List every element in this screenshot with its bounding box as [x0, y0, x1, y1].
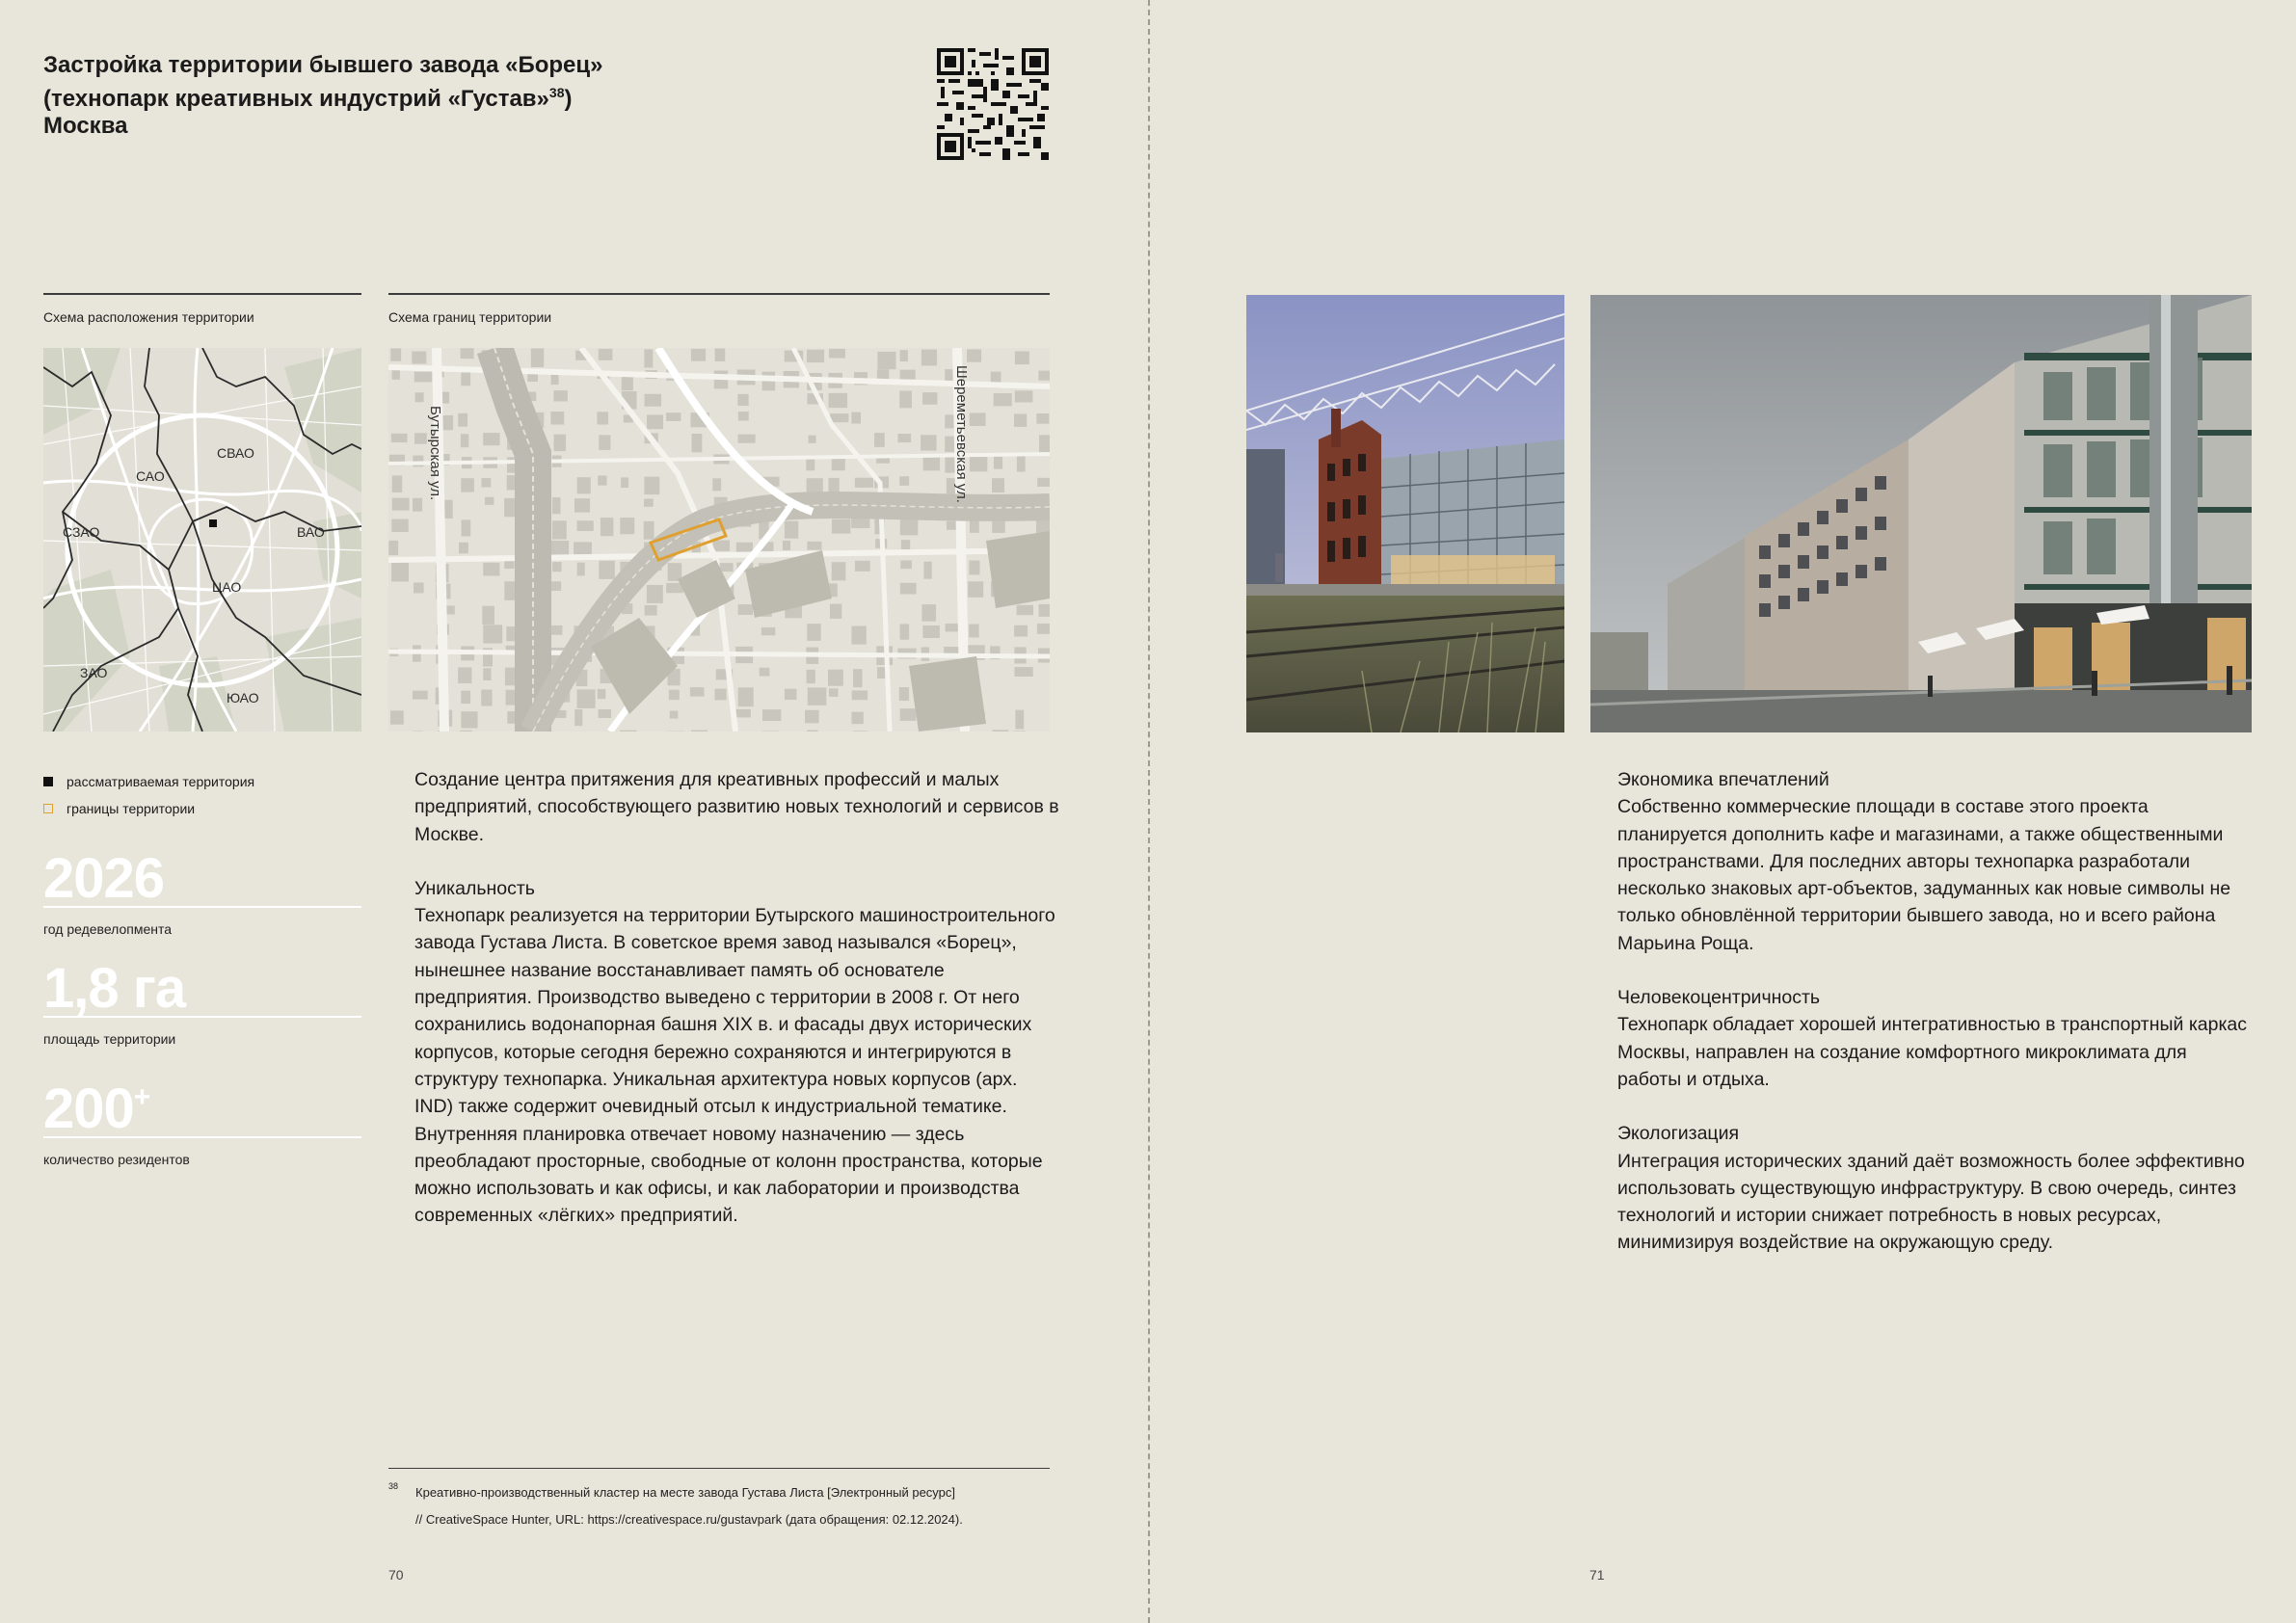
- footnote: [388, 1479, 1063, 1533]
- city-block: [1039, 435, 1050, 454]
- city-block: [574, 709, 582, 726]
- stat-value: 200+: [43, 1078, 150, 1140]
- city-block: [620, 518, 634, 534]
- footnote-line-2[interactable]: // CreativeSpace Hunter, URL: https://creativespace.ru/gustavpark (дата обращения: 02.12.2024).: [415, 1512, 963, 1527]
- city-block: [390, 348, 401, 360]
- city-block: [899, 687, 909, 701]
- boundary-map-graphic: [388, 348, 1050, 732]
- city-block: [738, 412, 749, 420]
- city-block: [994, 393, 1012, 406]
- filled-square-icon: [43, 777, 53, 786]
- city-block: [506, 690, 516, 705]
- city-block: [577, 689, 596, 708]
- city-block: [921, 350, 937, 366]
- economy-paragraph: Собственно коммерческие площади в составе этого проекта планируется дополнить кафе и магазинами, а также общественными пространствами. Для последних авторы технопарка разработали несколько знаковых арт-объектов, задуманных как новые символы не только обновлённой территории бывшего завода, но и всего района Марьина Роща.: [1617, 796, 2231, 954]
- city-block: [1017, 605, 1033, 615]
- city-block: [597, 412, 608, 424]
- city-block: [482, 606, 494, 625]
- city-block: [829, 688, 839, 697]
- city-block: [577, 520, 594, 531]
- economy-heading: Экономика впечатлений: [1617, 769, 1829, 790]
- city-block: [1014, 413, 1027, 427]
- city-block: [552, 497, 561, 514]
- city-block: [551, 625, 562, 635]
- city-block: [783, 541, 790, 550]
- city-block: [830, 604, 841, 619]
- city-block: [647, 414, 663, 429]
- ecology-paragraph: Интеграция исторических зданий даёт возможность более эффективно использовать существующую инфраструктуру. В свою очередь, синтез технологий и истории снижает потребность в новых ресурсах, минимизируя воздействие на окружающую среду.: [1617, 1150, 2245, 1254]
- street-butyrskaya: Бутырская ул.: [427, 406, 443, 501]
- city-block: [504, 498, 516, 517]
- city-block: [855, 561, 870, 572]
- city-block: [691, 349, 706, 361]
- city-block: [807, 624, 820, 641]
- city-block: [1036, 413, 1049, 424]
- city-block: [899, 476, 909, 486]
- city-block: [414, 372, 432, 383]
- city-block: [967, 349, 981, 361]
- city-block: [829, 393, 848, 408]
- city-block: [601, 518, 614, 536]
- city-block: [992, 521, 1005, 533]
- city-block: [1015, 710, 1024, 730]
- footnote-number: 38: [388, 1481, 399, 1491]
- city-block: [414, 433, 427, 443]
- city-block: [599, 709, 611, 718]
- boundary-map[interactable]: [388, 348, 1050, 732]
- stat-area: [43, 957, 361, 1047]
- city-block: [391, 563, 409, 582]
- stat-label: год редевелопмента: [43, 921, 173, 937]
- legend-territory-label: рассматриваемая территория: [67, 774, 255, 789]
- city-block: [1017, 455, 1026, 471]
- city-block: [738, 687, 754, 706]
- city-block: [461, 372, 470, 386]
- boundary-map-caption: Схема границ территории: [388, 309, 552, 325]
- stat-redevelopment: [43, 847, 361, 937]
- city-block: [483, 625, 502, 643]
- city-block: [483, 433, 499, 445]
- city-block: [458, 667, 471, 683]
- city-block: [1037, 624, 1050, 634]
- city-block: [970, 412, 986, 426]
- city-block: [461, 434, 468, 447]
- city-block: [829, 349, 845, 359]
- city-block: [901, 540, 910, 549]
- city-block: [877, 352, 895, 369]
- city-block: [851, 712, 863, 725]
- city-block: [785, 521, 798, 539]
- city-block: [970, 456, 987, 472]
- district-szao: СЗАО: [63, 524, 100, 540]
- district-sao: САО: [136, 468, 165, 484]
- location-map[interactable]: [43, 348, 361, 732]
- city-block: [855, 478, 873, 488]
- city-block: [737, 394, 748, 406]
- city-block: [504, 560, 514, 569]
- qr-code-icon[interactable]: [937, 48, 1049, 160]
- city-block: [391, 519, 408, 533]
- city-block: [922, 625, 940, 638]
- city-block: [531, 348, 544, 366]
- city-block: [644, 521, 654, 540]
- legend-territory: [43, 774, 254, 789]
- page-number-right: 71: [1589, 1567, 1605, 1583]
- city-block: [415, 392, 424, 402]
- city-block: [485, 497, 494, 505]
- city-block: [553, 390, 567, 401]
- city-block: [830, 413, 848, 422]
- city-block: [690, 687, 705, 696]
- stat-label: площадь территории: [43, 1031, 176, 1047]
- city-block: [574, 498, 590, 513]
- city-block: [552, 562, 562, 572]
- footnote-line-1: Креативно-производственный кластер на месте завода Густава Листа [Электронный ресурс]: [415, 1485, 955, 1500]
- uniqueness-paragraph: Технопарк реализуется на территории Бутырского машиностроительного завода Густава Листа. В советское время завод назывался «Борец», нынешнее название восстанавливает память об основателе предприятия. Производство выведено с территории в 2008 г. От него сохранились водонапорная башня XIX в. и фасады двух исторических корпусов, которые сегодня бережно сохраняются и интегрируются в структуру технопарка. Уникальная архитектура новых корпусов (арх. IND) также содержит очевидный отсыл к индустриальной тематике. Внутренняя планировка отвечает новому назначению — здесь преобладают просторные, свободные от колонн пространства, которые можно использовать и как офисы, и как лаборатории и производства современных «лёгких» предприятий.: [414, 905, 1055, 1227]
- district-tsao: ЦАО: [212, 579, 242, 595]
- city-block: [645, 394, 662, 407]
- city-block: [738, 604, 753, 615]
- legend-boundaries-label: границы территории: [67, 801, 196, 816]
- city-block: [481, 689, 492, 705]
- city-block: [1014, 731, 1026, 732]
- outlined-square-icon: [43, 804, 53, 813]
- city-block: [1039, 604, 1050, 617]
- location-map-caption: Схема расположения территории: [43, 309, 254, 325]
- city-block: [483, 668, 491, 680]
- city-block: [808, 436, 815, 443]
- city-block: [553, 435, 566, 451]
- city-block: [414, 582, 424, 593]
- city-block: [413, 691, 428, 700]
- location-map-rule: [43, 293, 361, 295]
- city-block: [736, 709, 751, 718]
- city-block: [599, 561, 615, 579]
- district-yuao: ЮАО: [227, 690, 259, 705]
- city-block: [691, 731, 707, 732]
- photo-modern-building-graphic: [1590, 295, 2252, 732]
- city-block: [507, 711, 515, 724]
- city-block: [968, 581, 983, 598]
- city-block: [992, 730, 1008, 732]
- city-block: [666, 412, 681, 421]
- city-block: [713, 541, 731, 551]
- city-block: [620, 731, 636, 732]
- human-centric-heading: Человекоцентричность: [1617, 987, 1821, 1009]
- city-block: [598, 475, 606, 485]
- city-block: [460, 731, 472, 732]
- city-block: [805, 710, 819, 724]
- city-block: [388, 541, 398, 555]
- city-block: [1014, 667, 1032, 677]
- city-block: [644, 349, 653, 367]
- city-block: [550, 412, 564, 425]
- city-block: [1037, 478, 1050, 487]
- left-body-text: [414, 766, 1060, 1257]
- city-block: [462, 519, 471, 536]
- city-block: [785, 689, 797, 700]
- city-block: [483, 563, 499, 576]
- city-block: [900, 583, 917, 595]
- city-block: [807, 670, 815, 683]
- city-block: [853, 669, 863, 687]
- city-block: [552, 520, 567, 539]
- stat-residents: [43, 1071, 361, 1167]
- intro-paragraph: Создание центра притяжения для креативных профессий и малых предприятий, способствующего развитию новых технологий и сервисов в Москве.: [414, 769, 1059, 845]
- title-line-3: Москва: [43, 113, 128, 139]
- city-block: [760, 668, 770, 677]
- city-block: [828, 670, 843, 686]
- city-block: [670, 711, 679, 719]
- title-footnote-ref[interactable]: 38: [548, 85, 565, 100]
- city-block: [392, 370, 400, 380]
- city-block: [899, 390, 912, 408]
- city-block: [621, 477, 628, 488]
- page-number-left: 70: [388, 1567, 404, 1583]
- territory-marker: [209, 519, 217, 527]
- city-block: [762, 709, 781, 721]
- city-block: [807, 350, 824, 362]
- city-block: [851, 626, 866, 645]
- street-sheremetyevskaya: Шереметьевская ул.: [953, 365, 970, 503]
- photo-historic-building: [1246, 295, 1564, 732]
- uniqueness-heading: Уникальность: [414, 877, 535, 899]
- city-block: [599, 349, 613, 360]
- right-body-text: [1617, 766, 2254, 1284]
- city-block: [832, 519, 850, 534]
- city-block: [900, 708, 917, 721]
- city-block: [807, 731, 818, 732]
- photo-historic-building-graphic: [1246, 295, 1564, 732]
- city-block: [1038, 371, 1050, 381]
- city-block: [807, 542, 821, 550]
- city-block: [832, 562, 846, 580]
- city-block: [644, 498, 654, 506]
- footnote-rule: [388, 1468, 1050, 1469]
- city-block: [461, 478, 474, 492]
- city-block: [669, 690, 680, 700]
- city-block: [461, 711, 477, 728]
- city-block: [923, 562, 931, 579]
- city-block: [459, 543, 468, 554]
- city-block: [599, 435, 610, 450]
- city-block: [900, 370, 916, 380]
- city-block: [715, 349, 726, 361]
- page-spine-divider: [1148, 0, 1150, 1623]
- title-line-2: (технопарк креативных индустрий «Густав»$^{38}$): [43, 85, 573, 112]
- city-block: [481, 478, 491, 488]
- city-block: [852, 690, 868, 700]
- city-block: [900, 560, 912, 569]
- city-block: [1014, 625, 1028, 637]
- city-block: [577, 477, 591, 493]
- district-zao: ЗАО: [80, 665, 108, 680]
- title-line-1: Застройка территории бывшего завода «Борец»: [43, 52, 603, 78]
- city-block: [645, 605, 657, 616]
- city-block: [647, 585, 663, 603]
- city-block: [458, 413, 467, 427]
- city-block: [392, 498, 410, 511]
- city-block: [551, 581, 561, 591]
- city-block: [412, 352, 426, 364]
- city-block: [691, 434, 702, 452]
- city-block: [390, 710, 404, 724]
- city-block: [969, 625, 979, 638]
- stat-label: количество резидентов: [43, 1152, 190, 1167]
- city-block: [461, 348, 474, 359]
- city-block: [874, 433, 885, 447]
- human-centric-paragraph: Технопарк обладает хорошей интегративностью в транспортный каркас Москвы, направлен на создание комфортного микроклимата для работы и отдыха.: [1617, 1014, 2248, 1090]
- district-svao: СВАО: [217, 445, 254, 461]
- city-block: [577, 563, 585, 576]
- page-title: [43, 52, 911, 140]
- boundary-map-rule: [388, 293, 1050, 295]
- city-block: [391, 434, 408, 442]
- city-block: [598, 689, 605, 699]
- city-block: [413, 498, 422, 512]
- city-block: [738, 435, 756, 443]
- city-block: [900, 519, 919, 535]
- stat-value: 2026: [43, 847, 165, 910]
- city-block: [853, 731, 867, 732]
- city-block: [461, 691, 470, 705]
- ecology-heading: Экологизация: [1617, 1123, 1740, 1145]
- stat-value: 1,8 га: [43, 957, 186, 1020]
- city-block: [714, 689, 726, 701]
- city-block: [761, 627, 776, 635]
- city-block: [922, 392, 937, 405]
- location-map-graphic: [43, 348, 361, 732]
- city-block: [712, 478, 721, 491]
- city-block: [969, 561, 979, 575]
- legend-boundaries: [43, 801, 195, 816]
- city-block: [1015, 351, 1029, 364]
- city-block: [851, 412, 861, 424]
- city-block: [921, 435, 936, 450]
- city-block: [900, 624, 910, 639]
- city-block: [392, 475, 403, 492]
- city-block: [808, 687, 827, 705]
- city-block: [992, 478, 1004, 492]
- city-block: [644, 477, 659, 494]
- district-vao: ВАО: [297, 524, 325, 540]
- city-block: [897, 434, 911, 442]
- city-block: [900, 350, 908, 361]
- city-block: [921, 604, 936, 622]
- city-block: [851, 518, 869, 528]
- photo-modern-building: [1590, 295, 2252, 732]
- city-block: [1015, 390, 1033, 402]
